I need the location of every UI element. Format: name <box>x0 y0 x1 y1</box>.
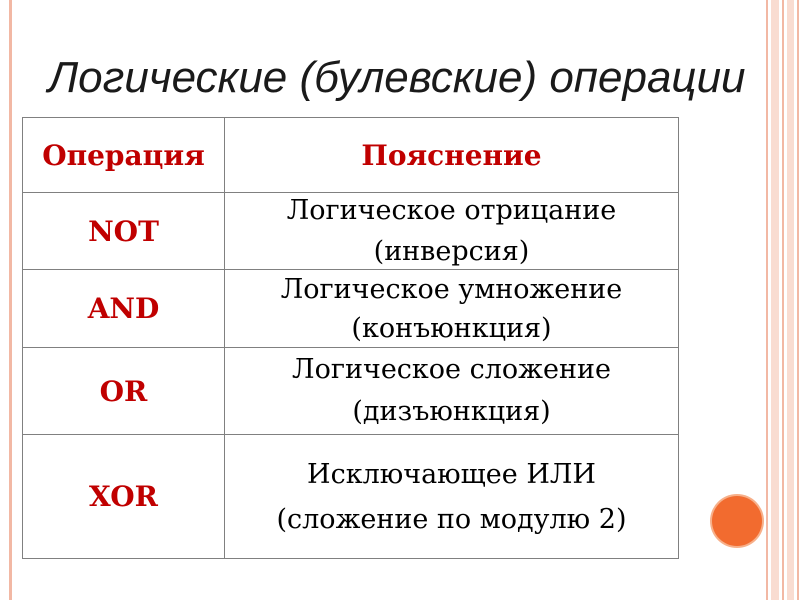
explanation-line: Исключающее ИЛИ <box>307 458 596 490</box>
decorative-stripe <box>797 0 799 600</box>
operation-explanation <box>225 270 678 348</box>
explanation-line: (дизъюнкция) <box>352 396 551 427</box>
explanation-line: Логическое сложение <box>292 354 611 385</box>
explanation-line: (сложение по модулю 2) <box>276 503 627 535</box>
operation-name: OR <box>23 348 225 435</box>
left-border-line <box>9 0 12 600</box>
decorative-stripe <box>771 0 779 600</box>
operation-name: NOT <box>23 193 225 270</box>
header-explanation: Пояснение <box>225 118 678 193</box>
operation-name: AND <box>23 270 225 348</box>
decorative-stripe <box>787 0 794 600</box>
explanation-line: (инверсия) <box>373 236 530 267</box>
explanation-line: (конъюнкция) <box>351 312 552 344</box>
operation-explanation <box>225 348 678 435</box>
explanation-line: Логическое умножение <box>280 273 623 305</box>
header-operation: Операция <box>23 118 225 193</box>
operations-table <box>22 117 679 559</box>
decorative-stripe <box>782 0 784 600</box>
orange-circle-decoration <box>712 496 762 546</box>
slide-title: Логические (булевские) операции <box>48 53 746 102</box>
operation-explanation <box>225 435 678 558</box>
explanation-line: Логическое отрицание <box>286 195 617 226</box>
decorative-stripe <box>766 0 768 600</box>
operation-name: XOR <box>23 435 225 558</box>
operation-explanation <box>225 193 678 270</box>
